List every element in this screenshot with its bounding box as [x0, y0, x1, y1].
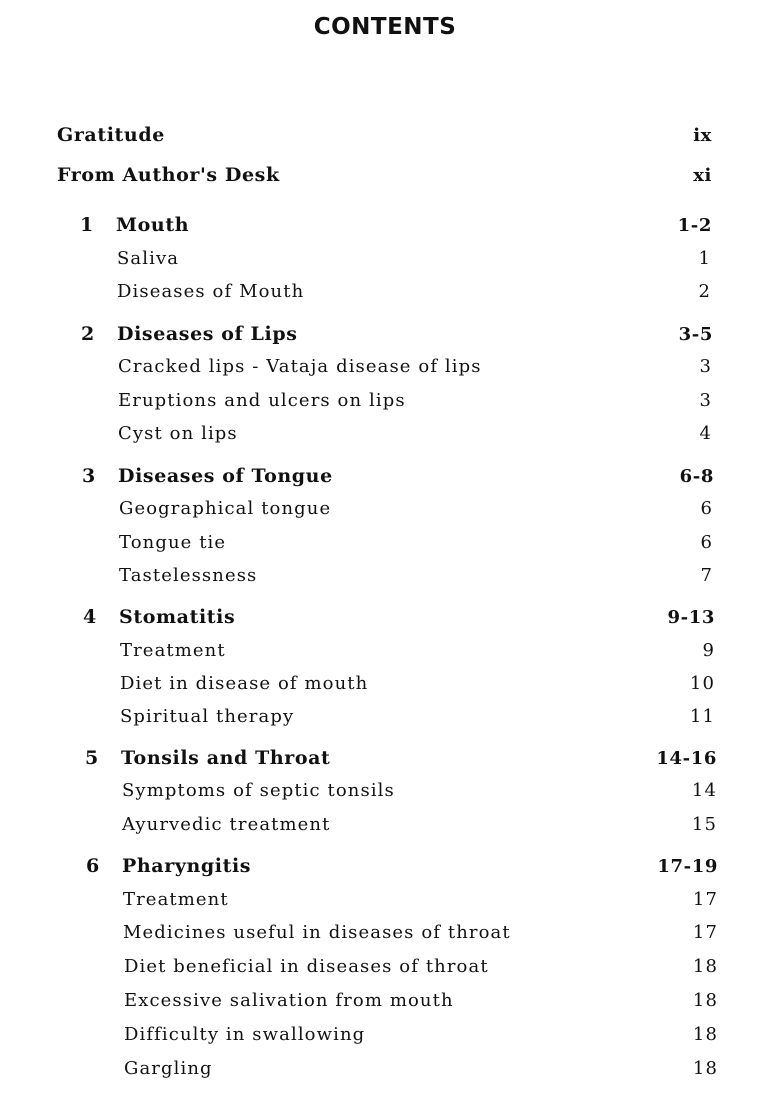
toc-entry-label: Gargling: [124, 1058, 213, 1079]
toc-entry[interactable]: [123, 889, 718, 910]
chapter-number: 4: [83, 606, 97, 628]
chapter-title: Diseases of Tongue: [118, 465, 333, 487]
chapter-page-range: 3-5: [678, 324, 713, 345]
toc-entry-label: Diet beneficial in diseases of throat: [124, 956, 489, 977]
toc-entry[interactable]: [120, 640, 715, 661]
toc-entry-page: 15: [691, 814, 717, 835]
chapter-number: 5: [85, 747, 99, 769]
toc-entry[interactable]: [124, 1024, 718, 1045]
toc-entry-label: Treatment: [123, 889, 229, 910]
toc-entry-label: Tongue tie: [119, 532, 227, 553]
toc-entry-page: 17: [692, 889, 718, 910]
chapter-page-range: 17-19: [657, 856, 718, 877]
chapter-number: 3: [82, 465, 96, 487]
toc-entry[interactable]: [123, 922, 718, 943]
toc-chapter-heading[interactable]: [80, 214, 712, 236]
toc-entry-page: 18: [692, 1024, 718, 1045]
chapter-number: 2: [81, 323, 95, 345]
toc-entry[interactable]: [124, 990, 718, 1011]
toc-entry[interactable]: [122, 814, 717, 835]
toc-entry-page: 14: [691, 780, 717, 801]
chapter-title: Mouth: [116, 214, 190, 236]
toc-entry-page: 1: [698, 248, 711, 269]
toc-entry-label: Diseases of Mouth: [117, 281, 305, 302]
toc-entry-page: 6: [700, 498, 713, 519]
toc-entry-page: 3: [699, 390, 712, 411]
chapter-title: Pharyngitis: [122, 855, 252, 877]
toc-entry-label: Cracked lips - Vataja disease of lips: [118, 356, 482, 377]
toc-entry-label: Saliva: [117, 248, 180, 269]
toc-entry[interactable]: [117, 281, 711, 302]
toc-entry[interactable]: [118, 423, 712, 444]
toc-entry-label: Spiritual therapy: [120, 706, 295, 727]
toc-entry[interactable]: [119, 565, 713, 586]
toc-entry[interactable]: [124, 1058, 718, 1079]
toc-entry-page: 18: [692, 1058, 718, 1079]
toc-entry-page: 10: [689, 673, 715, 694]
toc-entry-page: 18: [692, 956, 718, 977]
toc-entry-page: 11: [689, 706, 715, 727]
toc-entry[interactable]: [120, 706, 715, 727]
toc-entry-page: 7: [700, 565, 713, 586]
toc-front-item[interactable]: [57, 124, 712, 146]
toc-entry-label: Eruptions and ulcers on lips: [118, 390, 406, 411]
toc-entry-label: Cyst on lips: [118, 423, 238, 444]
toc-entry-label: Excessive salivation from mouth: [124, 990, 454, 1011]
toc-entry-label: Medicines useful in diseases of throat: [123, 922, 511, 943]
toc-front-page: xi: [693, 165, 712, 186]
toc-entry-label: Difficulty in swallowing: [124, 1024, 366, 1045]
toc-entry-page: 3: [699, 356, 712, 377]
chapter-page-range: 14-16: [656, 748, 717, 769]
toc-entry[interactable]: [118, 356, 712, 377]
toc-chapter-heading[interactable]: [82, 465, 714, 487]
chapter-number: 1: [80, 214, 94, 236]
toc-front-page: ix: [693, 125, 712, 146]
toc-entry[interactable]: [118, 390, 712, 411]
toc-entry-label: Treatment: [120, 640, 226, 661]
chapter-number: 6: [86, 855, 100, 877]
toc-entry-label: Symptoms of septic tonsils: [122, 780, 395, 801]
toc-entry-page: 9: [702, 640, 715, 661]
toc-entry-page: 6: [700, 532, 713, 553]
toc-entry-page: 18: [692, 990, 718, 1011]
toc-entry[interactable]: [119, 532, 713, 553]
toc-chapter-heading[interactable]: [81, 323, 713, 345]
chapter-title: Stomatitis: [119, 606, 236, 628]
chapter-page-range: 9-13: [667, 607, 715, 628]
chapter-title: Tonsils and Throat: [121, 747, 331, 769]
toc-entry-page: 17: [692, 922, 718, 943]
toc-front-label: Gratitude: [57, 124, 165, 146]
toc-chapter-heading[interactable]: [83, 606, 715, 628]
toc-entry[interactable]: [122, 780, 717, 801]
toc-front-item[interactable]: [57, 164, 712, 186]
toc-entry-label: Tastelessness: [119, 565, 258, 586]
chapter-page-range: 1-2: [677, 215, 712, 236]
toc-entry-page: 4: [699, 423, 712, 444]
page-title: CONTENTS: [313, 14, 457, 40]
toc-entry-page: 2: [698, 281, 711, 302]
toc-entry[interactable]: [120, 673, 715, 694]
chapter-page-range: 6-8: [679, 466, 714, 487]
toc-chapter-heading[interactable]: [85, 747, 717, 769]
toc-entry[interactable]: [117, 248, 711, 269]
toc-entry-label: Diet in disease of mouth: [120, 673, 369, 694]
chapter-title: Diseases of Lips: [117, 323, 298, 345]
toc-chapter-heading[interactable]: [86, 855, 718, 877]
toc-entry-label: Geographical tongue: [119, 498, 332, 519]
toc-front-label: From Author's Desk: [57, 164, 280, 186]
toc-entry[interactable]: [119, 498, 713, 519]
toc-entry[interactable]: [124, 956, 718, 977]
toc-entry-label: Ayurvedic treatment: [122, 814, 331, 835]
